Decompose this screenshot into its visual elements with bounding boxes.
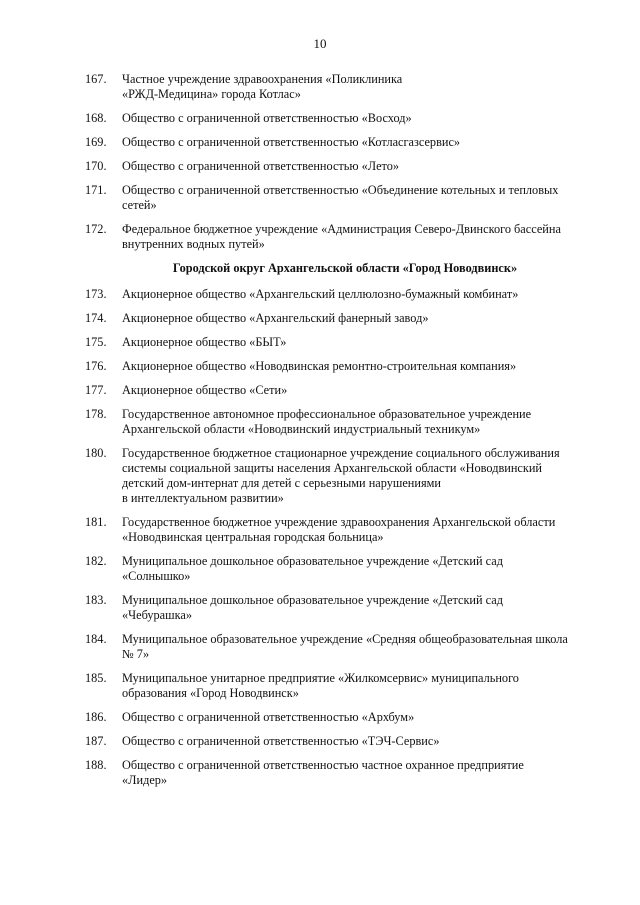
item-number: 168. [85, 111, 107, 125]
item-number: 169. [85, 135, 107, 149]
item-text: Общество с ограниченной ответственностью «Котласгазсервис» [122, 135, 461, 149]
list-item [85, 111, 585, 126]
item-number: 181. [85, 515, 107, 529]
item-number: 186. [85, 710, 107, 724]
list-item [85, 287, 585, 302]
item-number: 184. [85, 632, 107, 646]
item-number: 182. [85, 554, 107, 568]
item-text: Общество с ограниченной ответственностью «ТЭЧ-Сервис» [122, 734, 440, 748]
list-item [85, 734, 585, 749]
item-text: Акционерное общество «БЫТ» [122, 335, 287, 349]
item-number: 174. [85, 311, 107, 325]
item-text: Государственное автономное профессиональное образовательное учреждение Архангельской области «Новодвинский индустриальный техникум» [122, 407, 532, 436]
list-item [85, 671, 585, 701]
item-text: Муниципальное дошкольное образовательное учреждение «Детский сад «Чебурашка» [122, 593, 503, 622]
list-item [85, 758, 585, 788]
item-text: Общество с ограниченной ответственностью «Лето» [122, 159, 400, 173]
item-text: Общество с ограниченной ответственностью «Архбум» [122, 710, 415, 724]
item-text: Общество с ограниченной ответственностью «Объединение котельных и тепловых сетей» [122, 183, 559, 212]
list-item [85, 515, 585, 545]
item-text: Общество с ограниченной ответственностью «Восход» [122, 111, 412, 125]
item-number: 171. [85, 183, 107, 197]
item-number: 187. [85, 734, 107, 748]
organization-list [85, 72, 585, 797]
list-item [85, 407, 585, 437]
item-number: 170. [85, 159, 107, 173]
item-number: 178. [85, 407, 107, 421]
item-number: 176. [85, 359, 107, 373]
item-text: Общество с ограниченной ответственностью частное охранное предприятие «Лидер» [122, 758, 524, 787]
item-number: 167. [85, 72, 107, 86]
list-item [85, 383, 585, 398]
item-number: 175. [85, 335, 107, 349]
item-text: Акционерное общество «Архангельский целлюлозно-бумажный комбинат» [122, 287, 519, 301]
item-text: Муниципальное унитарное предприятие «Жилкомсервис» муниципального образования «Город Новодвинск» [122, 671, 519, 700]
list-item [85, 183, 585, 213]
list-item [85, 593, 585, 623]
item-number: 183. [85, 593, 107, 607]
item-text: Частное учреждение здравоохранения «Поликлиника «РЖД-Медицина» города Котлас» [122, 72, 403, 101]
item-text: Акционерное общество «Архангельский фанерный завод» [122, 311, 429, 325]
list-item [85, 222, 585, 252]
item-text: Муниципальное дошкольное образовательное учреждение «Детский сад «Солнышко» [122, 554, 503, 583]
list-item [85, 159, 585, 174]
list-item [85, 554, 585, 584]
list-item [85, 359, 585, 374]
item-text: Муниципальное образовательное учреждение «Средняя общеобразовательная школа № 7» [122, 632, 568, 661]
list-item [85, 311, 585, 326]
organization-group-kotlas [85, 72, 585, 252]
item-text: Акционерное общество «Сети» [122, 383, 288, 397]
organization-group-novodvinsk [85, 287, 585, 788]
list-item [85, 710, 585, 725]
item-number: 188. [85, 758, 107, 772]
list-item [85, 135, 585, 150]
item-number: 172. [85, 222, 107, 236]
section-heading: Городской округ Архангельской области «Город Новодвинск» [172, 261, 518, 275]
item-text: Государственное бюджетное учреждение здравоохранения Архангельской области «Новодвинская центральная городская больница» [122, 515, 556, 544]
list-item [85, 632, 585, 662]
item-number: 177. [85, 383, 107, 397]
item-text: Акционерное общество «Новодвинская ремонтно-строительная компания» [122, 359, 517, 373]
list-item [85, 72, 585, 102]
item-text: Федеральное бюджетное учреждение «Администрация Северо-Двинского бассейна внутренних водных путей» [122, 222, 561, 251]
item-text: Государственное бюджетное стационарное учреждение социального обслуживания системы социальной защиты населения Архангельской области «Новодвинский детский дом-интернат для детей с серьезными нарушениями в интеллектуальном развитии» [122, 446, 560, 505]
list-item [85, 446, 585, 506]
item-number: 173. [85, 287, 107, 301]
list-item [85, 335, 585, 350]
item-number: 180. [85, 446, 107, 460]
item-number: 185. [85, 671, 107, 685]
page-number: 10 [313, 36, 327, 51]
